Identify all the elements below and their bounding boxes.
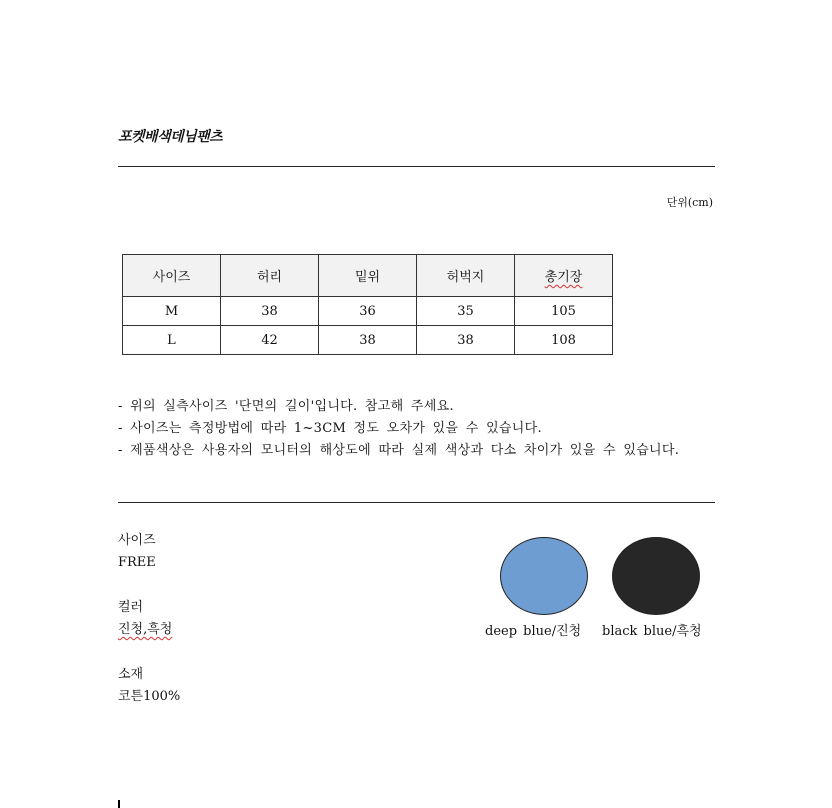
spec-size <box>118 530 156 574</box>
notes-list <box>118 396 679 462</box>
spec-color-value-text: 진청,흑청 <box>118 622 173 637</box>
table-cell: 105 <box>515 297 613 326</box>
spec-size-value: FREE <box>118 555 156 570</box>
header-thigh: 허벅지 <box>417 255 515 297</box>
table-cell: 108 <box>515 326 613 355</box>
swatch-label-black-blue: black blue/흑청 <box>602 624 702 639</box>
note-item: - 위의 실측사이즈 '단면의 길이'입니다. 참고해 주세요. <box>118 399 454 414</box>
table-cell: 36 <box>319 297 417 326</box>
product-title: 포켓배색데님팬츠 <box>118 129 223 145</box>
spec-material-value: 코튼100% <box>118 689 181 704</box>
header-total-length <box>515 255 613 297</box>
table-row <box>123 326 613 355</box>
table-cell: 35 <box>417 297 515 326</box>
table-cell: 38 <box>319 326 417 355</box>
header-waist: 허리 <box>221 255 319 297</box>
unit-label: 단위(cm) <box>666 196 713 209</box>
spec-color-value <box>118 619 172 641</box>
table-cell: 38 <box>417 326 515 355</box>
top-divider <box>118 166 715 167</box>
header-rise: 밑위 <box>319 255 417 297</box>
table-cell: 42 <box>221 326 319 355</box>
spec-material <box>118 664 180 708</box>
color-swatch-black-blue <box>612 537 700 615</box>
bottom-divider <box>118 502 715 503</box>
spec-color-label: 컬러 <box>118 600 144 615</box>
table-cell: 38 <box>221 297 319 326</box>
table-header-row <box>123 255 613 297</box>
spec-color <box>118 597 172 641</box>
note-item: - 제품색상은 사용자의 모니터의 해상도에 따라 실제 색상과 다소 차이가 있을 수 있습니다. <box>118 443 680 458</box>
table-cell: L <box>123 326 221 355</box>
color-swatch-deep-blue <box>500 537 588 615</box>
note-item: - 사이즈는 측정방법에 따라 1~3CM 정도 오차가 있을 수 있습니다. <box>118 421 542 436</box>
spec-material-label: 소재 <box>118 667 144 682</box>
text-cursor <box>118 800 120 808</box>
spec-size-label: 사이즈 <box>118 533 156 548</box>
header-total-length-text: 총기장 <box>544 270 583 285</box>
header-size: 사이즈 <box>123 255 221 297</box>
size-table <box>122 254 613 355</box>
table-cell: M <box>123 297 221 326</box>
table-row <box>123 297 613 326</box>
swatch-label-deep-blue: deep blue/진청 <box>485 624 582 639</box>
